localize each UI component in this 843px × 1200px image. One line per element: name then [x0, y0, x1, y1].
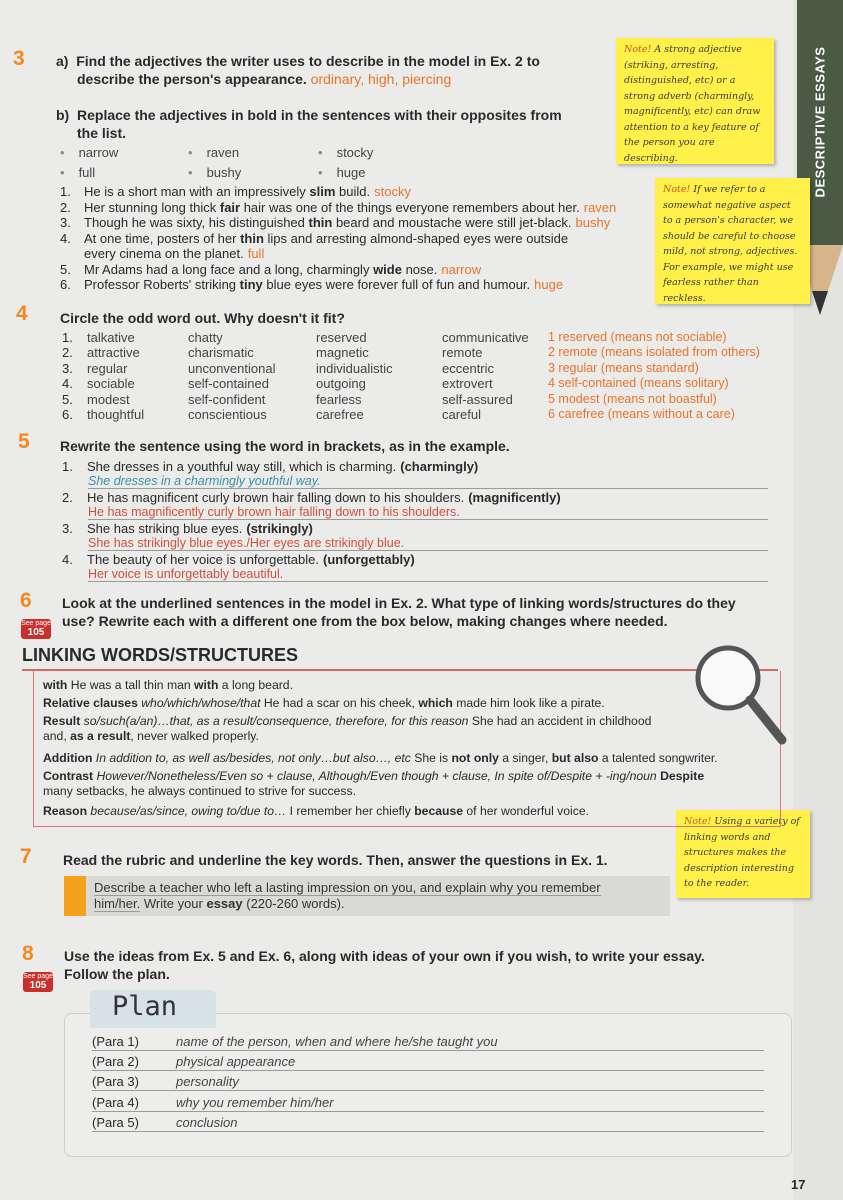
exercise-number: 5: [18, 430, 30, 453]
answer: full: [247, 246, 265, 261]
list-item: [188, 165, 241, 180]
bullet-icon: •: [318, 145, 323, 160]
sentence-text: beard and moustache were still jet-black.: [332, 215, 572, 230]
question-line: [62, 490, 561, 505]
sentence-text: build.: [335, 184, 371, 199]
answer: 5 modest (means not boastful): [548, 391, 717, 406]
exercise-number: 6: [20, 589, 32, 612]
list-item: [60, 165, 95, 180]
see-page-badge: See page 105: [23, 973, 53, 991]
sentence-text: lips and arresting almond-shaped eyes were outside: [263, 230, 569, 246]
answer: raven: [583, 199, 617, 215]
linking-reason: Reason because/as/since, owing to/due to… I remember her chiefly because of her wonderful voice.: [43, 804, 590, 818]
bold-adjective: fair: [219, 199, 241, 215]
word-option: chatty: [188, 330, 223, 345]
word-option: unconventional: [188, 360, 276, 376]
item-number: 1.: [62, 459, 73, 474]
bold-adjective: wide: [373, 261, 402, 277]
item-number: 5.: [60, 261, 71, 277]
bracket-word: (charmingly): [400, 459, 479, 474]
note-negative-aspect: Note! If we refer to a somewhat negative aspect to a person's character, we should be careful to choose mild, not strong, adjectives. For example, we might use fearless rather than reckless.: [655, 178, 810, 304]
item-number: 2.: [62, 345, 73, 361]
item-number: 1.: [62, 330, 73, 345]
list-item-label: narrow: [78, 145, 119, 160]
see-page-badge: See page 105: [21, 620, 51, 638]
word-option: outgoing: [316, 376, 366, 392]
question-text: He has magnificent curly brown hair falling down to his shoulders.: [87, 490, 465, 505]
plan-row: [92, 1054, 764, 1071]
question-text: She dresses in a youthful way still, which is charming.: [87, 459, 397, 474]
sentence-text: Mr Adams had a long face and a long, charmingly: [84, 261, 374, 277]
linking-relative: Relative clauses who/which/whose/that He had a scar on his cheek, which made him look like a pirate.: [43, 696, 605, 710]
answer: 1 reserved (means not sociable): [548, 330, 727, 344]
list-item-label: full: [78, 165, 96, 180]
word-option: self-confident: [188, 391, 266, 407]
linking-with: with He was a tall thin man with a long beard.: [43, 678, 293, 692]
word-option: self-assured: [442, 391, 513, 407]
magnifier-icon: [690, 640, 790, 750]
sentence-text: At one time, posters of her: [84, 230, 241, 246]
exercise-title: Read the rubric and underline the key words. Then, answer the questions in Ex. 1.: [63, 852, 608, 868]
plan-para-label: (Para 2): [92, 1054, 139, 1070]
item-number: 4.: [62, 552, 73, 567]
item-number: 1.: [60, 184, 71, 199]
answer: narrow: [441, 261, 482, 277]
item-number: 2.: [60, 199, 71, 215]
sentence-item: [60, 200, 616, 215]
sentence-text: nose.: [401, 261, 438, 277]
plan-para-label: (Para 5): [92, 1114, 139, 1130]
bracket-word: (unforgettably): [322, 552, 415, 567]
question-line: [62, 459, 478, 474]
answer-line: She dresses in a charmingly youthful way.: [88, 474, 768, 489]
word-option: regular: [87, 360, 128, 376]
plan-row: [92, 1115, 764, 1132]
item-number: 4.: [62, 376, 73, 392]
note-strong-adjective: Note! A strong adjective (striking, arresting, distinguished, etc) or a strong adverb (charmingly, magnificently, etc) can draw attention to a key feature of the person you are describing.: [616, 38, 774, 164]
word-option: conscientious: [188, 407, 267, 422]
plan-para-content: name of the person, when and where he/she taught you: [176, 1034, 498, 1049]
sentence-item: [60, 246, 264, 261]
exercise-title: Circle the odd word out. Why doesn't it fit?: [60, 310, 345, 326]
rubric-text: Describe a teacher who left a lasting impression on you, and explain why you remember him/her. Write your essay (220-260 words).: [94, 880, 601, 911]
sentence-item: [60, 262, 481, 277]
sentence-item: [60, 215, 610, 230]
answer: bushy: [575, 215, 611, 230]
list-item-label: bushy: [206, 165, 242, 180]
answer-line: She has strikingly blue eyes./Her eyes are strikingly blue.: [88, 536, 768, 551]
word-option: magnetic: [316, 345, 369, 361]
side-tab-label: DESCRIPTIVE ESSAYS: [812, 46, 828, 198]
item-number: 3.: [60, 215, 71, 230]
exercise-number: 8: [22, 942, 34, 965]
bold-adjective: thin: [308, 215, 333, 230]
item-number: 6.: [60, 277, 71, 292]
exercise-title: Rewrite the sentence using the word in brackets, as in the example.: [60, 438, 510, 454]
sentence-item: [60, 231, 572, 246]
question-line: [62, 552, 415, 567]
list-item: [188, 145, 239, 160]
list-item: [318, 145, 373, 160]
exercise-3b: b) Replace the adjectives in bold in the sentences with their opposites from the list.: [56, 107, 562, 141]
bullet-icon: •: [188, 165, 193, 180]
list-item: [318, 165, 365, 180]
sentence-text: He is a short man with an impressively: [84, 184, 310, 199]
bold-adjective: slim: [309, 184, 336, 199]
question-text: The beauty of her voice is unforgettable.: [87, 552, 319, 567]
page-number: 17: [791, 1177, 806, 1192]
bold-adjective: tiny: [239, 277, 263, 292]
word-option: carefree: [316, 407, 364, 422]
bullet-icon: •: [318, 165, 323, 180]
word-option: extrovert: [442, 376, 493, 392]
word-option: sociable: [87, 376, 135, 392]
list-item-label: stocky: [336, 145, 374, 160]
word-option: modest: [87, 391, 130, 407]
sentence-text: Though he was sixty, his distinguished: [84, 215, 309, 230]
word-option: remote: [442, 345, 483, 361]
word-option: communicative: [442, 330, 529, 345]
sentence-text: blue eyes were forever full of fun and humour.: [262, 277, 531, 292]
item-number: 6.: [62, 407, 73, 422]
linking-result: Result so/such(a/an)…that, as a result/consequence, therefore, for this reason She had an accident in childhood and, as a result, never walked properly.: [43, 714, 652, 743]
linking-contrast: Contrast However/Nonetheless/Even so + clause, Although/Even though + clause, In spite of/Despite + -ing/noun Despite many setbacks, he always continued to strive for success.: [43, 769, 705, 798]
bracket-word: (magnificently): [468, 490, 561, 505]
list-item-label: raven: [206, 145, 240, 160]
word-option: eccentric: [442, 360, 495, 376]
bold-adjective: thin: [240, 230, 264, 246]
word-option: self-contained: [188, 376, 269, 392]
exercise-number: 4: [16, 302, 28, 325]
plan-row: [92, 1074, 764, 1091]
bullet-icon: •: [60, 145, 65, 160]
plan-row: [92, 1095, 764, 1112]
answer: 6 carefree (means without a care): [548, 407, 735, 421]
sentence-item: [60, 277, 563, 292]
sentence-text: hair was one of the things everyone remembers about her.: [240, 199, 580, 215]
plan-para-label: (Para 1): [92, 1034, 139, 1049]
word-option: attractive: [87, 345, 140, 361]
item-number: 3.: [62, 360, 73, 376]
question-text: She has striking blue eyes.: [87, 521, 243, 536]
item-number: 4.: [60, 230, 71, 246]
answer: 3 regular (means standard): [548, 360, 699, 375]
word-option: careful: [442, 407, 482, 422]
exercise-number: 7: [20, 845, 32, 868]
plan-para-content: physical appearance: [176, 1054, 296, 1070]
word-option: talkative: [87, 330, 135, 345]
answer: huge: [534, 277, 564, 292]
answer: 4 self-contained (means solitary): [548, 376, 729, 391]
sentence-item: [60, 184, 411, 199]
word-option: thoughtful: [87, 407, 145, 422]
answer: 2 remote (means isolated from others): [548, 345, 760, 360]
plan-para-label: (Para 3): [92, 1074, 139, 1090]
word-option: reserved: [316, 330, 367, 345]
note-linking-variety: Note! Using a variety of linking words and structures makes the description interesting to the reader.: [676, 810, 810, 898]
plan-para-content: personality: [176, 1074, 239, 1090]
item-number: 2.: [62, 490, 73, 505]
plan-para-content: conclusion: [176, 1114, 238, 1130]
plan-para-content: why you remember him/her: [176, 1094, 334, 1110]
sentence-text: Her stunning long thick: [84, 199, 220, 215]
linking-addition: Addition In addition to, as well as/besides, not only…but also…, etc She is not only a singer, but also a talented songwriter.: [43, 751, 718, 765]
word-option: charismatic: [188, 345, 254, 361]
plan-row: [92, 1034, 764, 1051]
question-line: [62, 521, 313, 536]
sentence-text: every cinema on the planet.: [84, 246, 244, 261]
answer: stocky: [374, 184, 411, 199]
exercise-8-text: Use the ideas from Ex. 5 and Ex. 6, along with ideas of your own if you wish, to write your essay. Follow the plan.: [64, 948, 705, 982]
answer: ordinary, high, piercing: [310, 71, 452, 87]
word-option: fearless: [316, 391, 362, 407]
exercise-number: 3: [13, 47, 25, 70]
item-number: 5.: [62, 391, 73, 407]
linking-box-title: LINKING WORDS/STRUCTURES: [22, 645, 298, 665]
item-number: 3.: [62, 521, 73, 536]
answer-line: He has magnificently curly brown hair falling down to his shoulders.: [88, 505, 768, 520]
rubric-marker: [64, 876, 86, 916]
bracket-word: (strikingly): [246, 521, 313, 536]
bullet-icon: •: [188, 145, 193, 160]
list-item: [60, 145, 118, 160]
answer-line: Her voice is unforgettably beautiful.: [88, 567, 768, 582]
sentence-text: Professor Roberts' striking: [84, 277, 240, 292]
plan-para-label: (Para 4): [92, 1094, 139, 1110]
list-item-label: huge: [336, 165, 366, 180]
bullet-icon: •: [60, 165, 65, 180]
exercise-6-text: Look at the underlined sentences in the model in Ex. 2. What type of linking words/structures do they use? Rewrite each with a different one from the box below, making changes where needed.: [62, 595, 736, 629]
word-option: individualistic: [316, 360, 393, 376]
plan-title: Plan: [112, 991, 178, 1022]
exercise-3a: a) Find the adjectives the writer uses to describe in the model in Ex. 2 to describe the person's appearance. ordinary, high, piercing: [56, 53, 540, 87]
